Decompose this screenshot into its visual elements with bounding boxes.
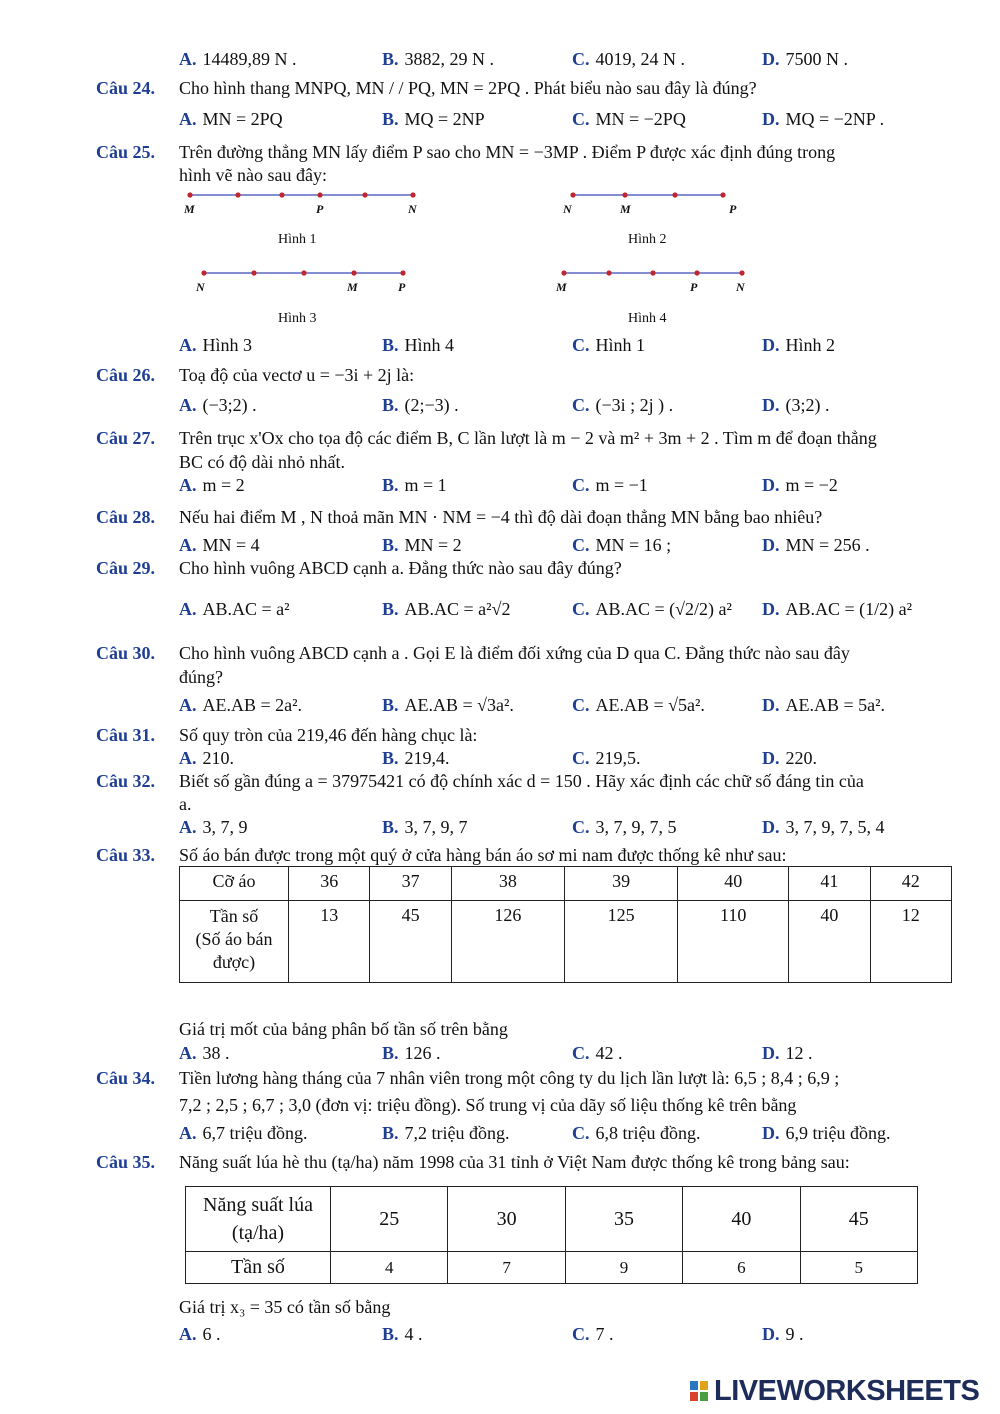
q35-header-yield-line2: (tạ/ha) xyxy=(231,1222,285,1244)
q23-option-a[interactable]: A. 14489,89 N . xyxy=(179,49,297,69)
q32-stem xyxy=(0,769,1000,793)
fig1-label-n: N xyxy=(408,202,417,216)
q25-figures xyxy=(170,185,770,335)
q33-size-cell: 38 xyxy=(451,867,564,901)
q33-option-d[interactable]: D. 12 . xyxy=(762,1043,813,1063)
q33-size-cell: 36 xyxy=(289,867,370,901)
q35-number: Câu 35. xyxy=(96,1152,156,1172)
q28-stem xyxy=(0,505,1000,529)
q34-option-c[interactable]: C. 6,8 triệu đồng. xyxy=(572,1123,701,1143)
q30-stem-2 xyxy=(0,665,1000,689)
q33-header-size: Cỡ áo xyxy=(180,867,289,901)
q29-option-b[interactable]: B. AB.AC = a²√2 xyxy=(382,599,511,619)
q35-yield-cell: 30 xyxy=(448,1187,565,1252)
q35-freq-cell: 9 xyxy=(565,1252,682,1284)
q30-option-d[interactable]: D. AE.AB = 5a². xyxy=(762,695,886,715)
q31-number: Câu 31. xyxy=(96,725,156,745)
q25-text-line1: Trên đường thẳng MN lấy điểm P sao cho MN = −3MP . Điểm P được xác định đúng trong xyxy=(179,142,836,162)
q31-option-d[interactable]: D. 220. xyxy=(762,748,817,768)
q33-option-b[interactable]: B. 126 . xyxy=(382,1043,441,1063)
q33-size-cell: 40 xyxy=(678,867,789,901)
q33-freq-cell: 125 xyxy=(565,901,678,983)
fig2-label-m: M xyxy=(620,202,631,216)
q23-options xyxy=(0,47,1000,71)
q26-text: Toạ độ của vectơ u = −3i + 2j là: xyxy=(179,365,415,385)
q28-option-d[interactable]: D. MN = 256 . xyxy=(762,535,870,555)
q31-option-b[interactable]: B. 219,4. xyxy=(382,748,450,768)
q33-size-cell: 39 xyxy=(565,867,678,901)
q24-option-c[interactable]: C. MN = −2PQ xyxy=(572,109,686,129)
q35-option-d[interactable]: D. 9 . xyxy=(762,1324,804,1344)
q35-option-a[interactable]: A. 6 . xyxy=(179,1324,221,1344)
q30-options xyxy=(0,693,1000,717)
q27-option-c[interactable]: C. m = −1 xyxy=(572,475,648,495)
fig2-caption: Hình 2 xyxy=(628,232,667,247)
q32-options xyxy=(0,815,1000,839)
q31-option-a[interactable]: A. 210. xyxy=(179,748,234,768)
fig3-label-p: P xyxy=(398,280,406,294)
q33-header-freq-line3: được) xyxy=(212,952,256,972)
q35-option-b[interactable]: B. 4 . xyxy=(382,1324,423,1344)
q29-options xyxy=(0,597,1000,621)
q35-freq-cell: 6 xyxy=(683,1252,800,1284)
q35-table xyxy=(185,1186,918,1284)
q34-text-line2: 7,2 ; 2,5 ; 6,7 ; 3,0 (đơn vị: triệu đồng). Số trung vị của dãy số liệu thống kê trên bằng xyxy=(179,1095,797,1115)
q32-option-c[interactable]: C. 3, 7, 9, 7, 5 xyxy=(572,817,677,837)
q26-option-a[interactable]: A. (−3;2) . xyxy=(179,395,257,415)
q33-stem xyxy=(0,843,1000,867)
q35-header-freq: Tần số xyxy=(186,1252,331,1284)
q35-freq-cell: 7 xyxy=(448,1252,565,1284)
q30-number: Câu 30. xyxy=(96,643,156,663)
q33-option-a[interactable]: A. 38 . xyxy=(179,1043,230,1063)
q35-option-c[interactable]: C. 7 . xyxy=(572,1324,614,1344)
fig2-label-p: P xyxy=(729,202,737,216)
q29-text: Cho hình vuông ABCD cạnh a. Đẳng thức nào sau đây đúng? xyxy=(179,558,622,578)
q35-yield-cell: 25 xyxy=(331,1187,448,1252)
q34-options xyxy=(0,1121,1000,1145)
q35-yield-cell: 45 xyxy=(800,1187,917,1252)
q33-header-freq-line1: Tần số xyxy=(209,906,259,926)
q29-number: Câu 29. xyxy=(96,558,156,578)
fig4-label-n: N xyxy=(736,280,745,294)
q35-yield-cell: 35 xyxy=(565,1187,682,1252)
q25-stem xyxy=(0,140,1000,164)
q23-option-d[interactable]: D. 7500 N . xyxy=(762,49,848,69)
q27-text-line2: BC có độ dài nhỏ nhất. xyxy=(179,452,345,472)
q27-number: Câu 27. xyxy=(96,428,156,448)
q25-number: Câu 25. xyxy=(96,142,156,162)
q33-freq-cell: 12 xyxy=(870,901,951,983)
q30-option-c[interactable]: C. AE.AB = √5a². xyxy=(572,695,705,715)
q33-freq-cell: 45 xyxy=(370,901,451,983)
q34-option-b[interactable]: B. 7,2 triệu đồng. xyxy=(382,1123,510,1143)
q30-text-line1: Cho hình vuông ABCD cạnh a . Gọi E là điểm đối xứng của D qua C. Đẳng thức nào sau đây xyxy=(179,643,850,663)
q30-text-line2: đúng? xyxy=(179,667,223,687)
q31-stem xyxy=(0,723,1000,747)
q30-option-b[interactable]: B. AE.AB = √3a². xyxy=(382,695,514,715)
q34-number: Câu 34. xyxy=(96,1068,156,1088)
q24-option-d[interactable]: D. MQ = −2NP . xyxy=(762,109,885,129)
q24-stem xyxy=(0,76,1000,100)
q33-freq-cell: 110 xyxy=(678,901,789,983)
q33-options xyxy=(0,1041,1000,1065)
q23-option-b[interactable]: B. 3882, 29 N . xyxy=(382,49,495,69)
q33-number: Câu 33. xyxy=(96,845,156,865)
q35-header-yield-line1: Năng suất lúa xyxy=(203,1194,313,1216)
q25-stem-2 xyxy=(0,163,1000,187)
q27-stem xyxy=(0,426,1000,450)
q33-size-cell: 37 xyxy=(370,867,451,901)
fig1-label-m: M xyxy=(184,202,195,216)
q30-stem xyxy=(0,641,1000,665)
q33-freq-cell: 40 xyxy=(789,901,870,983)
q26-number: Câu 26. xyxy=(96,365,156,385)
q35-freq-cell: 5 xyxy=(800,1252,917,1284)
q33-text: Số áo bán được trong một quý ở cửa hàng bán áo sơ mi nam được thống kê như sau: xyxy=(179,845,787,865)
fig1-label-p: P xyxy=(316,202,324,216)
q29-option-c[interactable]: C. AB.AC = (√2/2) a² xyxy=(572,599,732,619)
q30-option-a[interactable]: A. AE.AB = 2a². xyxy=(179,695,303,715)
q33-header-freq xyxy=(180,901,289,983)
liveworksheets-logo-icon xyxy=(690,1381,708,1401)
q25-option-d[interactable]: D. Hình 2 xyxy=(762,335,835,355)
q34-stem-2 xyxy=(0,1093,1000,1117)
q25-option-b[interactable]: B. Hình 4 xyxy=(382,335,455,355)
q33-freq-cell: 13 xyxy=(289,901,370,983)
q33-table xyxy=(179,866,952,983)
q26-option-c[interactable]: C. (−3i ; 2j ) . xyxy=(572,395,674,415)
fig1-caption: Hình 1 xyxy=(278,232,317,247)
q27-options xyxy=(0,473,1000,497)
fig4-caption: Hình 4 xyxy=(628,311,667,326)
q33-option-c[interactable]: C. 42 . xyxy=(572,1043,623,1063)
fig4-label-p: P xyxy=(690,280,698,294)
q26-options xyxy=(0,393,1000,417)
q32-text-line2: a. xyxy=(179,794,192,814)
q25-option-c[interactable]: C. Hình 1 xyxy=(572,335,645,355)
q33-freq-cell: 126 xyxy=(451,901,564,983)
q32-option-a[interactable]: A. 3, 7, 9 xyxy=(179,817,248,837)
q26-option-d[interactable]: D. (3;2) . xyxy=(762,395,830,415)
q34-option-a[interactable]: A. 6,7 triệu đồng. xyxy=(179,1123,308,1143)
q25-text-line2: hình vẽ nào sau đây: xyxy=(179,165,327,185)
fig3-label-n: N xyxy=(196,280,205,294)
q27-stem-2 xyxy=(0,450,1000,474)
q28-options xyxy=(0,533,1000,557)
q27-option-d[interactable]: D. m = −2 xyxy=(762,475,838,495)
q27-option-a[interactable]: A. m = 2 xyxy=(179,475,245,495)
q27-text-line1: Trên trục x'Ox cho tọa độ các điểm B, C lần lượt là m − 2 và m² + 3m + 2 . Tìm m để đoạn thẳng xyxy=(179,428,877,448)
q28-option-b[interactable]: B. MN = 2 xyxy=(382,535,462,555)
q24-option-b[interactable]: B. MQ = 2NP xyxy=(382,109,485,129)
q35-header-yield xyxy=(186,1187,331,1252)
q24-text: Cho hình thang MNPQ, MN / / PQ, MN = 2PQ . Phát biểu nào sau đây là đúng? xyxy=(179,78,757,98)
q26-stem xyxy=(0,363,1000,387)
q28-option-c[interactable]: C. MN = 16 ; xyxy=(572,535,672,555)
fig4-label-m: M xyxy=(556,280,567,294)
q23-option-c[interactable]: C. 4019, 24 N . xyxy=(572,49,685,69)
liveworksheets-logo xyxy=(690,1374,990,1408)
q35-prompt-row xyxy=(0,1295,1000,1319)
liveworksheets-logo-text: LIVEWORKSHEETS xyxy=(714,1375,980,1407)
fig3-label-m: M xyxy=(347,280,358,294)
q28-text: Nếu hai điểm M , N thoả mãn MN · NM = −4 thì độ dài đoạn thẳng MN bằng bao nhiêu? xyxy=(179,507,823,527)
q31-options xyxy=(0,746,1000,770)
q24-number: Câu 24. xyxy=(96,78,156,98)
q32-text-line1: Biết số gần đúng a = 37975421 có độ chính xác d = 150 . Hãy xác định các chữ số đáng tin của xyxy=(179,771,864,791)
q32-stem-2 xyxy=(0,792,1000,816)
q32-number: Câu 32. xyxy=(96,771,156,791)
q34-option-d[interactable]: D. 6,9 triệu đồng. xyxy=(762,1123,891,1143)
q25-options xyxy=(0,333,1000,357)
q35-prompt: Giá trị x₃ = 35 có tần số bằng xyxy=(179,1297,391,1317)
q33-prompt-row xyxy=(0,1017,1000,1041)
q28-option-a[interactable]: A. MN = 4 xyxy=(179,535,260,555)
q35-yield-cell: 40 xyxy=(683,1187,800,1252)
q31-text: Số quy tròn của 219,46 đến hàng chục là: xyxy=(179,725,478,745)
q25-option-a[interactable]: A. Hình 3 xyxy=(179,335,252,355)
q26-option-b[interactable]: B. (2;−3) . xyxy=(382,395,459,415)
fig3-caption: Hình 3 xyxy=(278,311,317,326)
q35-text: Năng suất lúa hè thu (tạ/ha) năm 1998 của 31 tỉnh ở Việt Nam được thống kê trong bảng sau: xyxy=(179,1152,850,1172)
q33-size-cell: 42 xyxy=(870,867,951,901)
q27-option-b[interactable]: B. m = 1 xyxy=(382,475,447,495)
q35-freq-cell: 4 xyxy=(331,1252,448,1284)
fig2-label-n: N xyxy=(563,202,572,216)
q29-stem xyxy=(0,556,1000,580)
q31-option-c[interactable]: C. 219,5. xyxy=(572,748,641,768)
q34-text-line1: Tiền lương hàng tháng của 7 nhân viên trong một công ty du lịch lần lượt là: 6,5 ; 8,4 ; 6,9 ; xyxy=(179,1068,840,1088)
q35-stem xyxy=(0,1150,1000,1174)
q34-stem xyxy=(0,1066,1000,1090)
q32-option-b[interactable]: B. 3, 7, 9, 7 xyxy=(382,817,468,837)
q33-prompt: Giá trị mốt của bảng phân bố tần số trên bằng xyxy=(179,1019,508,1039)
q24-options xyxy=(0,107,1000,131)
q28-number: Câu 28. xyxy=(96,507,156,527)
q33-size-cell: 41 xyxy=(789,867,870,901)
q29-option-a[interactable]: A. AB.AC = a² xyxy=(179,599,290,619)
q35-options xyxy=(0,1322,1000,1346)
q29-option-d[interactable]: D. AB.AC = (1/2) a² xyxy=(762,599,913,619)
q33-header-freq-line2: (Số áo bán xyxy=(195,929,273,949)
q24-option-a[interactable]: A. MN = 2PQ xyxy=(179,109,283,129)
q32-option-d[interactable]: D. 3, 7, 9, 7, 5, 4 xyxy=(762,817,885,837)
